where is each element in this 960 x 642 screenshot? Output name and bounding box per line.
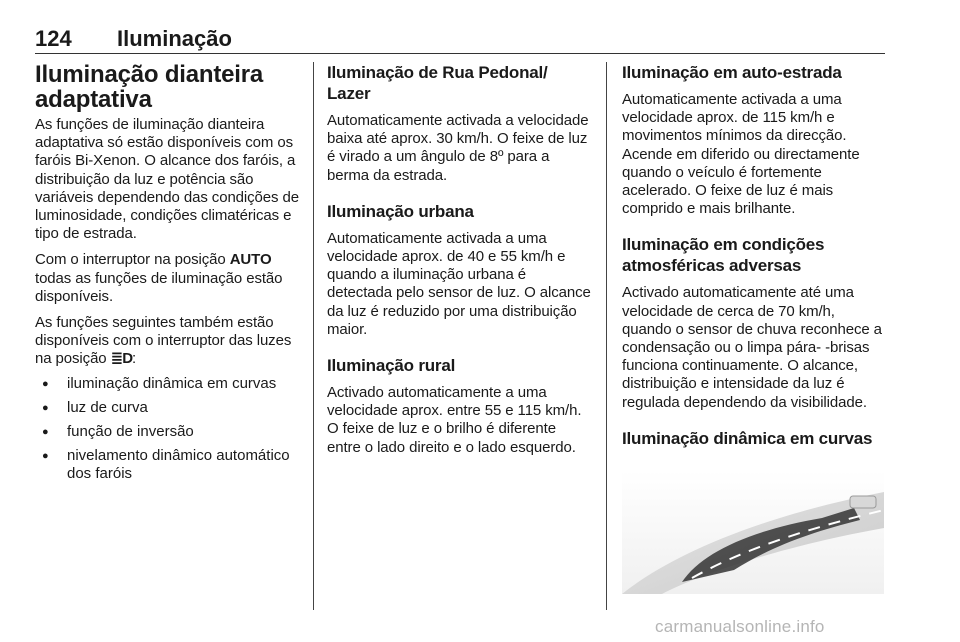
text-span: : xyxy=(132,350,137,368)
page-number: 124 xyxy=(35,26,72,51)
column-3 xyxy=(622,62,888,457)
auto-paragraph xyxy=(35,251,299,306)
functions-paragraph xyxy=(35,314,299,369)
heading-highway-lighting: Iluminação em auto-estrada xyxy=(622,63,842,82)
main-title: Iluminação dianteira adaptativa xyxy=(35,61,264,113)
paragraph-adverse-weather-lighting: Activado automaticamente até uma velocidade de cerca de 70 km/h, quando o sensor de chuva reconhece a condensação ou o limpa pára- -brisas funciona continuamente. O alcance, distribuição e intensidade da luz é regulada dependendo da visibilidade. xyxy=(622,284,882,411)
column-divider xyxy=(606,62,607,610)
list-item: ● iluminação dinâmica em curvas xyxy=(35,375,299,393)
section-title: Iluminação xyxy=(117,26,232,51)
list-item: ● nivelamento dinâmico automático dos faróis xyxy=(35,447,299,483)
list-item: ● função de inversão xyxy=(35,423,299,441)
paragraph-urban-lighting: Automaticamente activada a uma velocidade aprox. de 40 e 55 km/h e quando a iluminação urbana é detectada pelo sensor de luz. O alcance da luz é reduzido por uma distribuição maior. xyxy=(327,229,591,338)
heading-dynamic-curve-lighting: Iluminação dinâmica em curvas xyxy=(622,428,873,448)
text-span: As funções seguintes também estão disponíveis com o interruptor das luzes na posição xyxy=(35,314,292,368)
column-divider xyxy=(313,62,314,610)
watermark: carmanualsonline.info xyxy=(655,617,825,636)
headlight-symbol-icon: ≣D xyxy=(110,350,133,368)
text-span: Com o interruptor na posição xyxy=(35,251,230,269)
function-list xyxy=(35,375,299,484)
curve-lighting-illustration xyxy=(622,470,884,594)
car-icon xyxy=(850,496,876,508)
auto-label: AUTO xyxy=(229,251,272,269)
paragraph-pedestrian-lighting: Automaticamente activada a velocidade baixa até aprox. 30 km/h. O feixe de luz é virado a um ângulo de 8º para a berma da estrada. xyxy=(327,112,589,184)
paragraph-highway-lighting: Automaticamente activada a uma velocidade aprox. de 115 km/h e movimentos mínimos da direcção. Acende em diferido ou directamente quando o veículo é fortemente acelerado. O feixe de luz é mais comprido e mais brilhante. xyxy=(622,91,860,218)
page-header xyxy=(35,27,885,54)
heading-pedestrian-lighting: Iluminação de Rua Pedonal/ Lazer xyxy=(327,63,548,103)
heading-urban-lighting: Iluminação urbana xyxy=(327,201,474,221)
intro-paragraph: As funções de iluminação dianteira adaptativa só estão disponíveis com os faróis Bi-Xenon. O alcance dos faróis, a distribuição da luz e potência são variáveis dependendo das condições de luminosidade, condições climatéricas e tipo de estrada. xyxy=(35,116,299,243)
paragraph-rural-lighting: Activado automaticamente a uma velocidade aprox. entre 55 e 115 km/h. O feixe de luz e o brilho é diferente entre o lado direito e o lado esquerdo. xyxy=(327,384,582,456)
heading-rural-lighting: Iluminação rural xyxy=(327,356,456,376)
text-span: todas as funções de iluminação estão disponíveis. xyxy=(35,269,283,305)
heading-adverse-weather-lighting: Iluminação em condições atmosféricas adversas xyxy=(622,235,825,276)
list-item: ● luz de curva xyxy=(35,399,299,417)
column-1 xyxy=(35,62,299,490)
column-2 xyxy=(327,62,591,465)
